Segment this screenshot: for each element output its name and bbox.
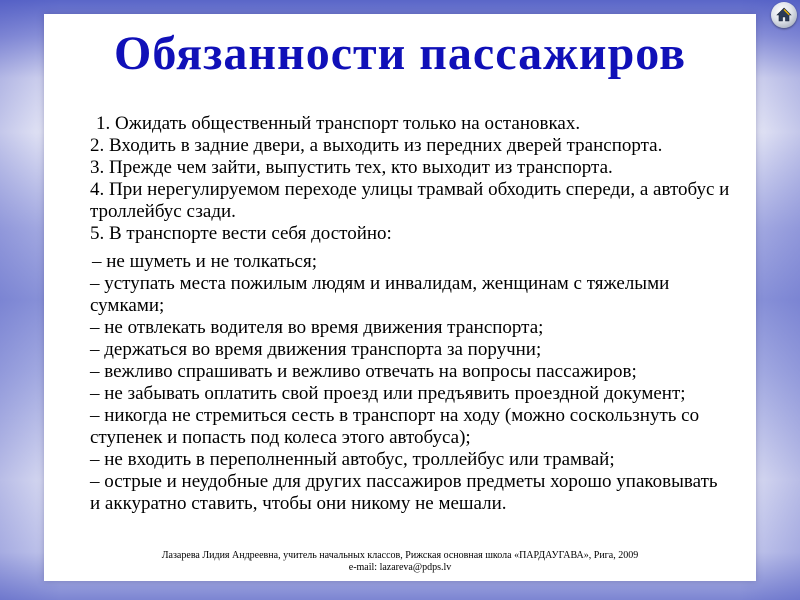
author-email: e-mail: lazareva@pdps.lv [348, 562, 452, 573]
author-credit: Лазарева Лидия Андреевна, учитель начальных классов, Рижская основная школа «ПАРДАУГАВА», Рига, 2009 [161, 550, 639, 561]
sub-list-item: – не забывать оплатить свой проезд или предъявить проездной документ; [90, 383, 686, 404]
sub-list-item: – не входить в переполненный автобус, троллейбус или трамвай; [90, 449, 615, 470]
author-footer [80, 550, 720, 574]
sub-list-item: – уступать места пожилым людям и инвалидам, женщинам с тяжелыми сумками; [90, 273, 670, 316]
list-item: 3. Прежде чем зайти, выпустить тех, кто выходит из транспорта. [90, 157, 613, 178]
list-item: 4. При нерегулируемом переходе улицы трамвай обходить спереди, а автобус и троллейбус сзади. [90, 179, 730, 222]
sub-list-item: – острые и неудобные для других пассажиров предметы хорошо упаковывать и аккуратно ставить, чтобы они никому не мешали. [90, 471, 718, 514]
sub-list-item: – не шуметь и не толкаться; [92, 251, 318, 272]
home-button[interactable] [771, 2, 797, 28]
list-item: 2. Входить в задние двери, а выходить из передних дверей транспорта. [90, 135, 663, 156]
sub-list-item: – держаться во время движения транспорта за поручни; [90, 339, 542, 360]
list-item: 5. В транспорте вести себя достойно: [90, 223, 392, 244]
sub-list-item: – никогда не стремиться сесть в транспорт на ходу (можно соскользнуть со ступенек и попасть под колеса этого автобуса); [90, 405, 700, 448]
home-icon [774, 5, 794, 25]
slide-title: Обязанности пассажиров [114, 27, 686, 80]
sub-list-item: – не отвлекать водителя во время движения транспорта; [90, 317, 544, 338]
list-item: 1. Ожидать общественный транспорт только на остановках. [96, 113, 581, 134]
sub-list-item: – вежливо спрашивать и вежливо отвечать на вопросы пассажиров; [90, 361, 637, 382]
duties-list [90, 113, 730, 515]
